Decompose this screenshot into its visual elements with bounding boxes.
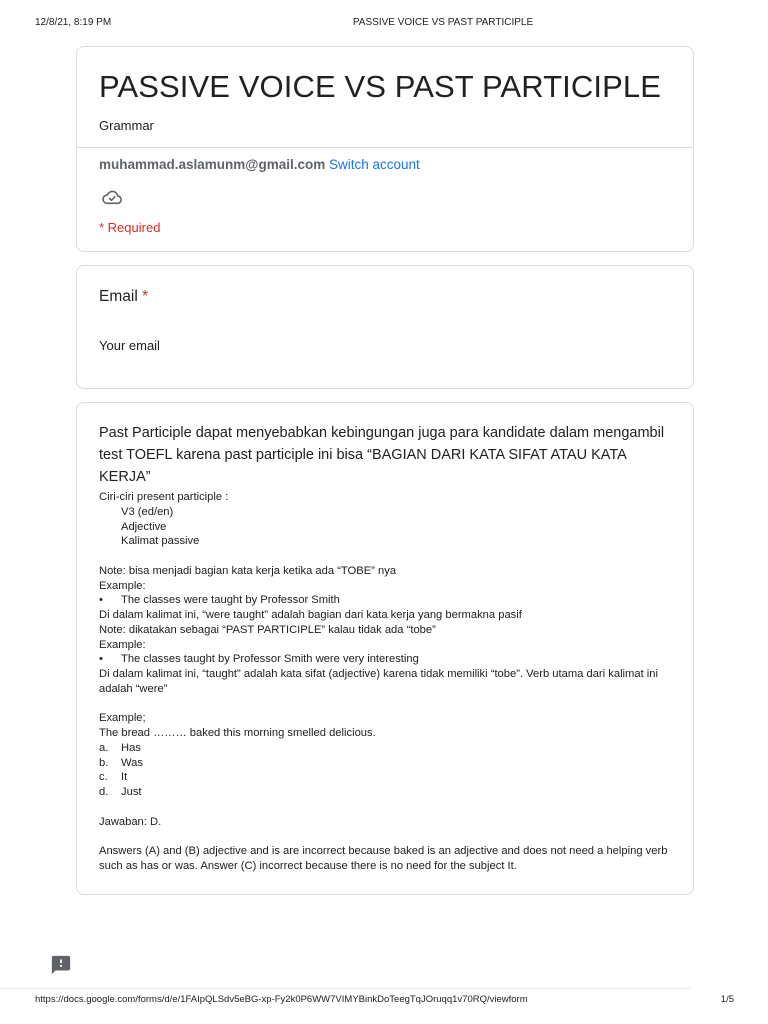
print-document-title: PASSIVE VOICE VS PAST PARTICIPLE [352,17,534,28]
ciri-heading: Ciri-ciri present participle : [99,491,229,503]
cloud-check-icon [101,188,123,206]
email-question-card [76,265,694,389]
note-text: Note: bisa menjadi bagian kata kerja ketika ada “TOBE” nya [99,564,397,577]
explanation-text: Di dalam kalimat ini, “were taught” adalah bagian dari kata kerja yang bermakna pasif [99,609,522,621]
option-text: It [121,771,128,784]
example-bullet-item [99,652,674,667]
page-number: 1/5 [720,994,734,1005]
example-sentence: The classes were taught by Professor Smith [121,594,340,607]
option-letter: b. [99,756,109,769]
section-title: Past Participle dapat menyebabkan kebingungan juga para kandidate dalam mengambil test TOEFL karena past participle ini bisa “BAGIAN DARI KATA SIFAT ATAU KATA KERJA” [99,425,665,485]
example-bullet-item [99,593,674,608]
example-sentence: The classes taught by Professor Smith were very interesting [121,653,419,666]
note-text: Note: dikatakan sebagai “PAST PARTICIPLE” kalau tidak ada “tobe” [99,623,436,636]
bullet-mark: • [99,594,103,607]
question-label: Email [99,288,138,305]
option-letter: c. [99,771,108,784]
explanation-text: Di dalam kalimat ini, “taught” adalah kata sifat (adjective) karena tidak memiliki “tobe”. Verb utama dari kalimat ini adalah “were” [99,668,658,695]
print-url: https://docs.google.com/forms/d/e/1FAIpQLSdv5eBG-xp-Fy2k0P6WW7VIMYBinkDoTeegTqJOruqq1v70RQ/viewform [35,994,528,1005]
option-text: Just [121,786,142,798]
report-feedback-icon[interactable] [50,954,72,976]
form-header-card [76,46,694,252]
spacer [99,697,674,712]
spacer [99,549,674,564]
print-header [0,17,768,31]
quiz-option [99,741,674,756]
spacer [99,829,674,844]
divider [77,147,693,148]
account-email: muhammad.aslamunm@gmail.com [99,157,326,172]
form-title: PASSIVE VOICE VS PAST PARTICIPLE [99,69,661,104]
ciri-item: Kalimat passive [121,535,200,548]
option-text: Was [121,756,143,769]
page-divider [0,988,690,989]
ciri-item: Adjective [121,520,167,533]
bullet-mark: • [99,653,103,666]
spacer [99,800,674,815]
option-letter: a. [99,741,109,754]
question-title [99,288,148,306]
option-text: Has [121,741,141,754]
form-description: Grammar [99,118,154,133]
quiz-option [99,770,674,785]
required-asterisk: * [142,288,149,305]
print-footer [0,994,768,1008]
quiz-option [99,756,674,771]
section-body [99,490,674,874]
ciri-item: V3 (ed/en) [121,505,174,518]
switch-account-link[interactable]: Switch account [329,157,420,172]
quiz-option [99,785,674,800]
print-timestamp: 12/8/21, 8:19 PM [35,17,112,28]
quiz-question: The bread ……… baked this morning smelled delicious. [99,727,376,739]
answer-explanation: Answers (A) and (B) adjective and is are incorrect because baked is an adjective and does not need a helping verb such as has or was. Answer (C) incorrect because there is no need for the subject It. [99,845,668,872]
account-line [99,157,420,172]
answer-text: Jawaban: D. [99,815,162,828]
option-letter: d. [99,786,109,798]
quiz-label: Example; [99,712,146,725]
description-card [76,402,694,895]
example-label: Example: [99,638,146,651]
required-note: * Required [99,220,161,235]
example-label: Example: [99,579,146,592]
email-field[interactable]: Your email [99,338,160,353]
